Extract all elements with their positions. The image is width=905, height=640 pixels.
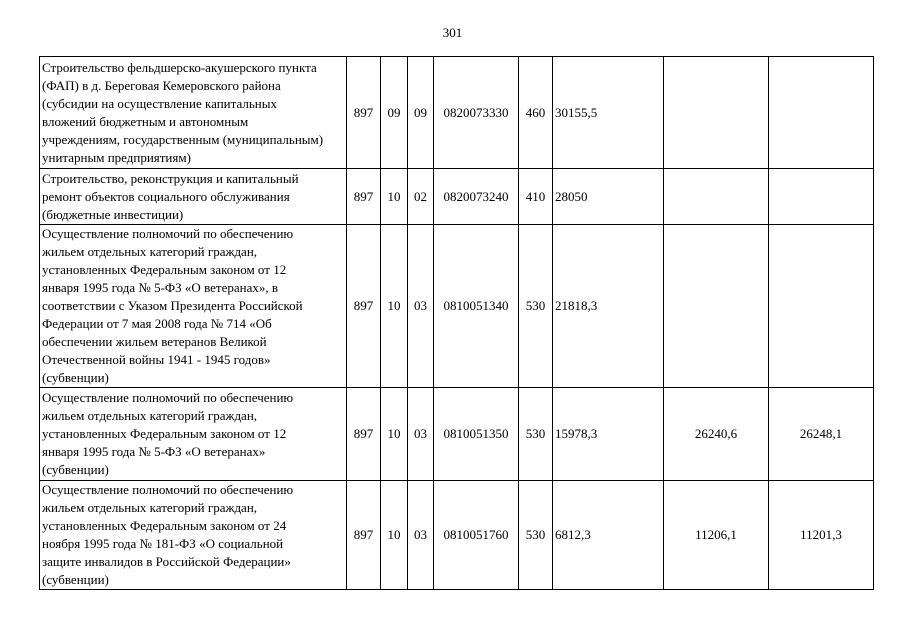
section-code-cell: 10 — [381, 388, 408, 481]
ministry-code-cell: 897 — [347, 169, 381, 225]
expense-name-line: установленных Федеральным законом от 12 — [42, 426, 287, 441]
section-code-cell: 10 — [381, 169, 408, 225]
expense-name-line: унитарным предприятиям) — [42, 149, 191, 165]
section-code-cell: 10 — [381, 225, 408, 388]
expense-type-cell: 410 — [519, 169, 553, 225]
sum-year2-cell — [664, 225, 769, 388]
expense-name-line: жильем отдельных категорий граждан, — [42, 244, 258, 259]
subsection-code-cell: 03 — [408, 388, 434, 481]
sum-year1-cell: 30155,5 — [553, 57, 664, 169]
expense-name-line: соответствии с Указом Президента Российской — [42, 298, 303, 313]
expense-name-line: января 1995 года № 5-ФЗ «О ветеранах» — [42, 444, 266, 459]
sum-year1-cell: 21818,3 — [553, 225, 664, 388]
expense-type-cell: 530 — [519, 481, 553, 590]
sum-year3-cell: 26248,1 — [769, 388, 874, 481]
expense-name-line: Осуществление полномочий по обеспечению — [42, 482, 294, 497]
sum-year3-cell: 11201,3 — [769, 481, 874, 590]
sum-year3-cell — [769, 169, 874, 225]
subsection-code-cell: 03 — [408, 225, 434, 388]
expense-name-line: защите инвалидов в Российской Федерации» — [42, 554, 291, 569]
expense-name-line: ноября 1995 года № 181-ФЗ «О социальной — [42, 536, 284, 551]
sum-year2-cell: 26240,6 — [664, 388, 769, 481]
expense-name-line: января 1995 года № 5-ФЗ «О ветеранах», в — [42, 280, 278, 295]
expense-type-cell: 530 — [519, 225, 553, 388]
budget-table — [39, 56, 874, 590]
expense-name-line: жильем отдельных категорий граждан, — [42, 500, 258, 515]
expense-name-line: обеспечении жильем ветеранов Великой — [42, 334, 267, 349]
expense-name-line: учреждениям, государственным (муниципальным) — [42, 131, 324, 147]
sum-year1-cell: 6812,3 — [553, 481, 664, 590]
expense-name-line: (ФАП) в д. Береговая Кемеровского района — [42, 77, 281, 93]
sum-year2-cell — [664, 57, 769, 169]
expense-name-line: Отечественной войны 1941 - 1945 годов» — [42, 352, 271, 367]
target-article-cell: 0810051350 — [434, 388, 519, 481]
sum-year3-cell — [769, 225, 874, 388]
expense-name-line: (субвенции) — [42, 462, 109, 477]
expense-name-line: Осуществление полномочий по обеспечению — [42, 390, 294, 405]
expense-type-cell: 530 — [519, 388, 553, 481]
expense-name-line: установленных Федеральным законом от 24 — [42, 518, 287, 533]
subsection-code-cell: 03 — [408, 481, 434, 590]
ministry-code-cell: 897 — [347, 481, 381, 590]
target-article-cell: 0820073240 — [434, 169, 519, 225]
expense-name-line: Осуществление полномочий по обеспечению — [42, 226, 294, 241]
target-article-cell: 0820073330 — [434, 57, 519, 169]
expense-name-line: (субсидии на осуществление капитальных — [42, 95, 277, 111]
target-article-cell: 0810051760 — [434, 481, 519, 590]
expense-name-line: ремонт объектов социального обслуживания — [42, 188, 290, 204]
table-row — [40, 57, 874, 169]
subsection-code-cell: 02 — [408, 169, 434, 225]
expense-name-line: Федерации от 7 мая 2008 года № 714 «Об — [42, 316, 272, 331]
expense-name-line: (субвенции) — [42, 370, 109, 385]
expense-name-line: Строительство фельдшерско-акушерского пункта — [42, 59, 317, 75]
table-body — [40, 57, 874, 590]
ministry-code-cell: 897 — [347, 57, 381, 169]
expense-name-line: (субвенции) — [42, 572, 109, 587]
table-row — [40, 481, 874, 590]
subsection-code-cell: 09 — [408, 57, 434, 169]
table-row — [40, 225, 874, 388]
sum-year1-cell: 15978,3 — [553, 388, 664, 481]
section-code-cell: 10 — [381, 481, 408, 590]
expense-name-cell — [40, 388, 347, 481]
section-code-cell: 09 — [381, 57, 408, 169]
expense-name-cell — [40, 481, 347, 590]
expense-name-cell — [40, 225, 347, 388]
target-article-cell: 0810051340 — [434, 225, 519, 388]
expense-name-line: вложений бюджетным и автономным — [42, 113, 249, 129]
ministry-code-cell: 897 — [347, 225, 381, 388]
expense-type-cell: 460 — [519, 57, 553, 169]
expense-name-line: установленных Федеральным законом от 12 — [42, 262, 287, 277]
page-number: 301 — [442, 25, 463, 40]
sum-year2-cell — [664, 169, 769, 225]
sum-year3-cell — [769, 57, 874, 169]
expense-name-line: жильем отдельных категорий граждан, — [42, 408, 258, 423]
expense-name-line: (бюджетные инвестиции) — [42, 206, 184, 222]
sum-year2-cell: 11206,1 — [664, 481, 769, 590]
table-row — [40, 169, 874, 225]
table-row — [40, 388, 874, 481]
ministry-code-cell: 897 — [347, 388, 381, 481]
expense-name-line: Строительство, реконструкция и капитальный — [42, 170, 299, 186]
expense-name-cell — [40, 169, 347, 225]
expense-name-cell — [40, 57, 347, 169]
sum-year1-cell: 28050 — [553, 169, 664, 225]
